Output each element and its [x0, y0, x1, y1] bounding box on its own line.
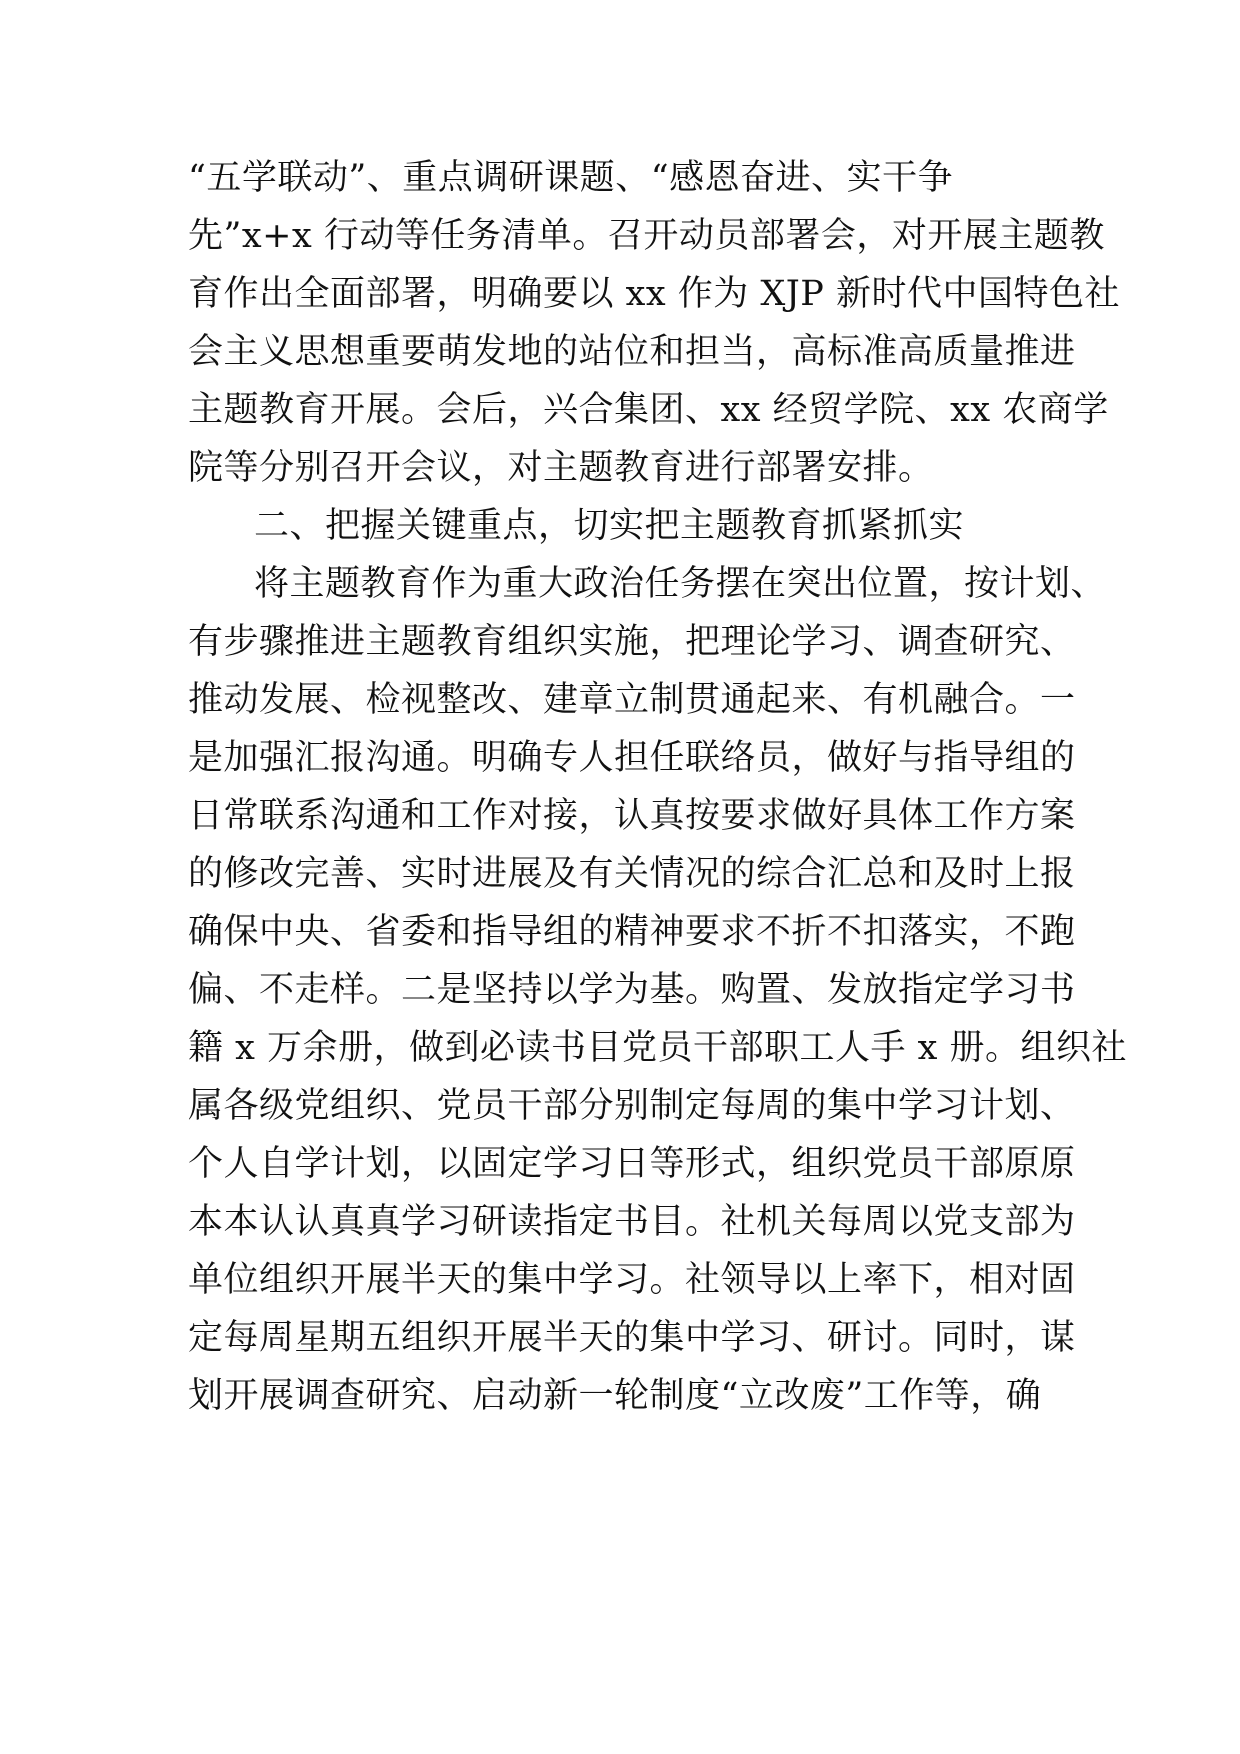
paragraph-line: 偏、不走样。二是坚持以学为基。购置、发放指定学习书	[188, 970, 1076, 1010]
paragraph-line: 确保中央、省委和指导组的精神要求不折不扣落实，不跑	[188, 912, 1076, 952]
paragraph-line: 的修改完善、实时进展及有关情况的综合汇总和及时上报	[188, 854, 1076, 894]
paragraph-line: 主题教育开展。会后，兴合集团、xx 经贸学院、xx 农商学	[188, 390, 1109, 430]
paragraph-line: 属各级党组织、党员干部分别制定每周的集中学习计划、	[188, 1086, 1076, 1126]
paragraph-line: “五学联动”、重点调研课题、“感恩奋进、实干争	[188, 158, 954, 198]
paragraph-line: 有步骤推进主题教育组织实施，把理论学习、调查研究、	[188, 622, 1076, 662]
paragraph-line: 推动发展、检视整改、建章立制贯通起来、有机融合。一	[188, 680, 1076, 720]
paragraph-line: 日常联系沟通和工作对接，认真按要求做好具体工作方案	[188, 796, 1076, 836]
paragraph-line: 是加强汇报沟通。明确专人担任联络员，做好与指导组的	[188, 738, 1076, 778]
paragraph-line: 先”x+x 行动等任务清单。召开动员部署会，对开展主题教	[188, 216, 1105, 256]
paragraph-line: 划开展调查研究、启动新一轮制度“立改废”工作等，确	[188, 1376, 1042, 1416]
paragraph-line: 个人自学计划，以固定学习日等形式，组织党员干部原原	[188, 1144, 1076, 1184]
paragraph-line: 会主义思想重要萌发地的站位和担当，高标准高质量推进	[188, 332, 1076, 372]
section-heading: 二、把握关键重点，切实把主题教育抓紧抓实	[254, 506, 965, 546]
paragraph-line: 籍 x 万余册，做到必读书目党员干部职工人手 x 册。组织社	[188, 1028, 1127, 1068]
paragraph-line: 育作出全面部署，明确要以 xx 作为 XJP 新时代中国特色社	[188, 274, 1120, 314]
paragraph-line: 定每周星期五组织开展半天的集中学习、研讨。同时，谋	[188, 1318, 1076, 1358]
paragraph-line: 本本认认真真学习研读指定书目。社机关每周以党支部为	[188, 1202, 1076, 1242]
paragraph-line: 单位组织开展半天的集中学习。社领导以上率下，相对固	[188, 1260, 1076, 1300]
paragraph-line: 将主题教育作为重大政治任务摆在突出位置，按计划、	[254, 564, 1107, 604]
paragraph-line: 院等分别召开会议，对主题教育进行部署安排。	[188, 448, 934, 488]
